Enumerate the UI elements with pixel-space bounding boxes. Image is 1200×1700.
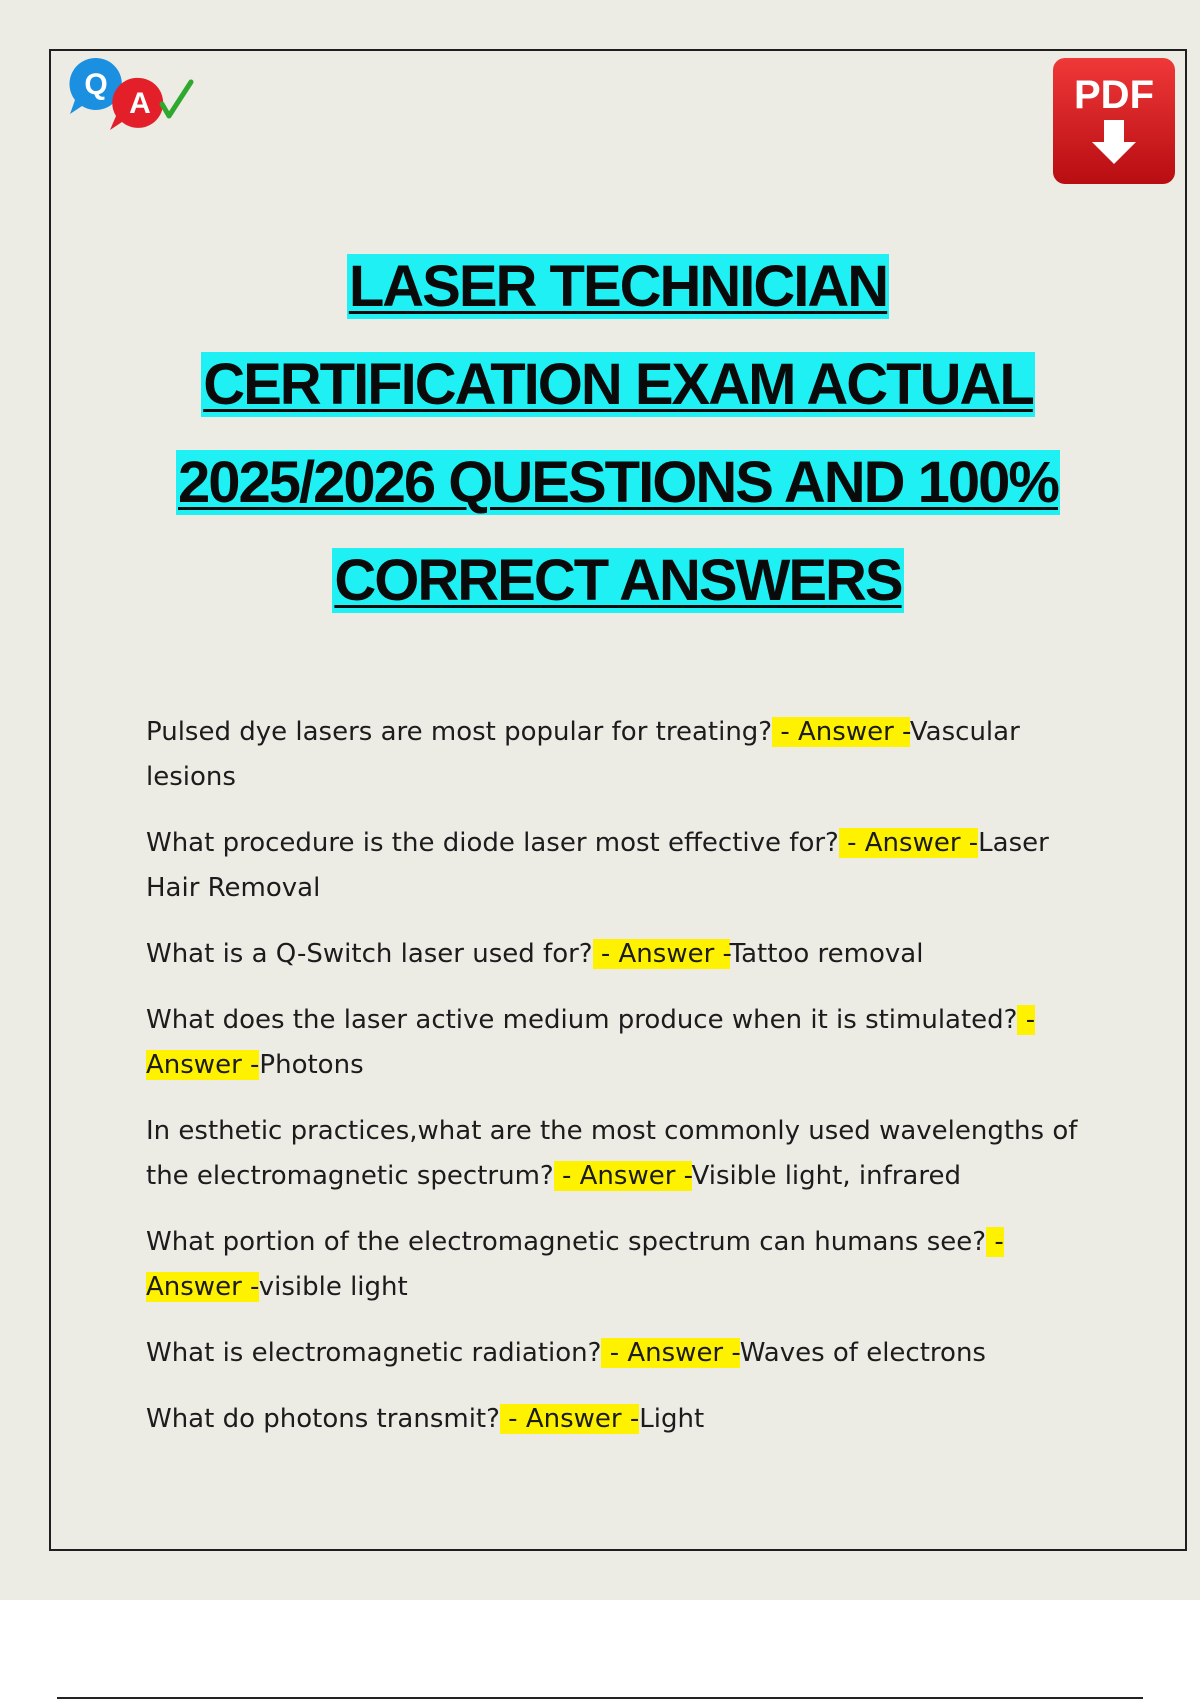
answer-label: - Answer -: [146, 1005, 1036, 1080]
title-line-3: 2025/2026 QUESTIONS AND 100%: [178, 450, 1058, 515]
title-line-1: LASER TECHNICIAN: [348, 254, 888, 319]
qa-item: [146, 1397, 1106, 1442]
answer-text: Light: [639, 1404, 705, 1434]
pdf-label: PDF: [1074, 73, 1154, 117]
qa-item: [146, 1331, 1106, 1376]
answer-label: - Answer -: [499, 1404, 640, 1434]
qa-item: [146, 710, 1106, 800]
footer-divider: [57, 1697, 1143, 1699]
question-text: What procedure is the diode laser most effective for?: [146, 828, 839, 858]
title-line-4: CORRECT ANSWERS: [334, 548, 902, 613]
qa-item: [146, 1220, 1106, 1310]
question-answer-list: [146, 710, 1106, 1463]
answer-label: - Answer -: [838, 828, 979, 858]
answer-label: - Answer -: [553, 1161, 692, 1191]
qa-item: [146, 1109, 1106, 1199]
qa-item: [146, 821, 1106, 911]
answer-label: - Answer -: [592, 939, 730, 969]
answer-text: visible light: [258, 1272, 408, 1302]
answer-label: - Answer -: [601, 1338, 740, 1368]
logo-letter-a: A: [129, 87, 151, 120]
answer-text: Photons: [259, 1050, 364, 1080]
answer-text: Tattoo removal: [729, 939, 924, 969]
question-text: In esthetic practices,what are the most commonly used wavelengths of the electromagnetic spectrum?: [146, 1116, 1078, 1191]
pdf-download-icon: [1051, 56, 1177, 186]
title-line-2: CERTIFICATION EXAM ACTUAL: [203, 352, 1033, 417]
question-text: Pulsed dye lasers are most popular for treating?: [146, 717, 773, 747]
qa-check-logo-icon: [66, 56, 196, 136]
question-text: What portion of the electromagnetic spectrum can humans see?: [146, 1227, 987, 1257]
qa-item: [146, 998, 1106, 1088]
answer-label: - Answer -: [146, 1227, 1004, 1302]
question-text: What is electromagnetic radiation?: [146, 1338, 602, 1368]
answer-text: Waves of electrons: [739, 1338, 986, 1368]
question-text: What do photons transmit?: [146, 1404, 500, 1434]
question-text: What is a Q-Switch laser used for?: [146, 939, 593, 969]
answer-text: Vascular lesions: [146, 717, 1020, 792]
qa-item: [146, 932, 1106, 977]
answer-text: Laser Hair Removal: [146, 828, 1049, 903]
document-title: [60, 238, 1176, 630]
question-text: What does the laser active medium produce when it is stimulated?: [146, 1005, 1018, 1035]
answer-label: - Answer -: [772, 717, 910, 747]
logo-letter-q: Q: [84, 68, 108, 101]
answer-text: Visible light, infrared: [691, 1161, 961, 1191]
